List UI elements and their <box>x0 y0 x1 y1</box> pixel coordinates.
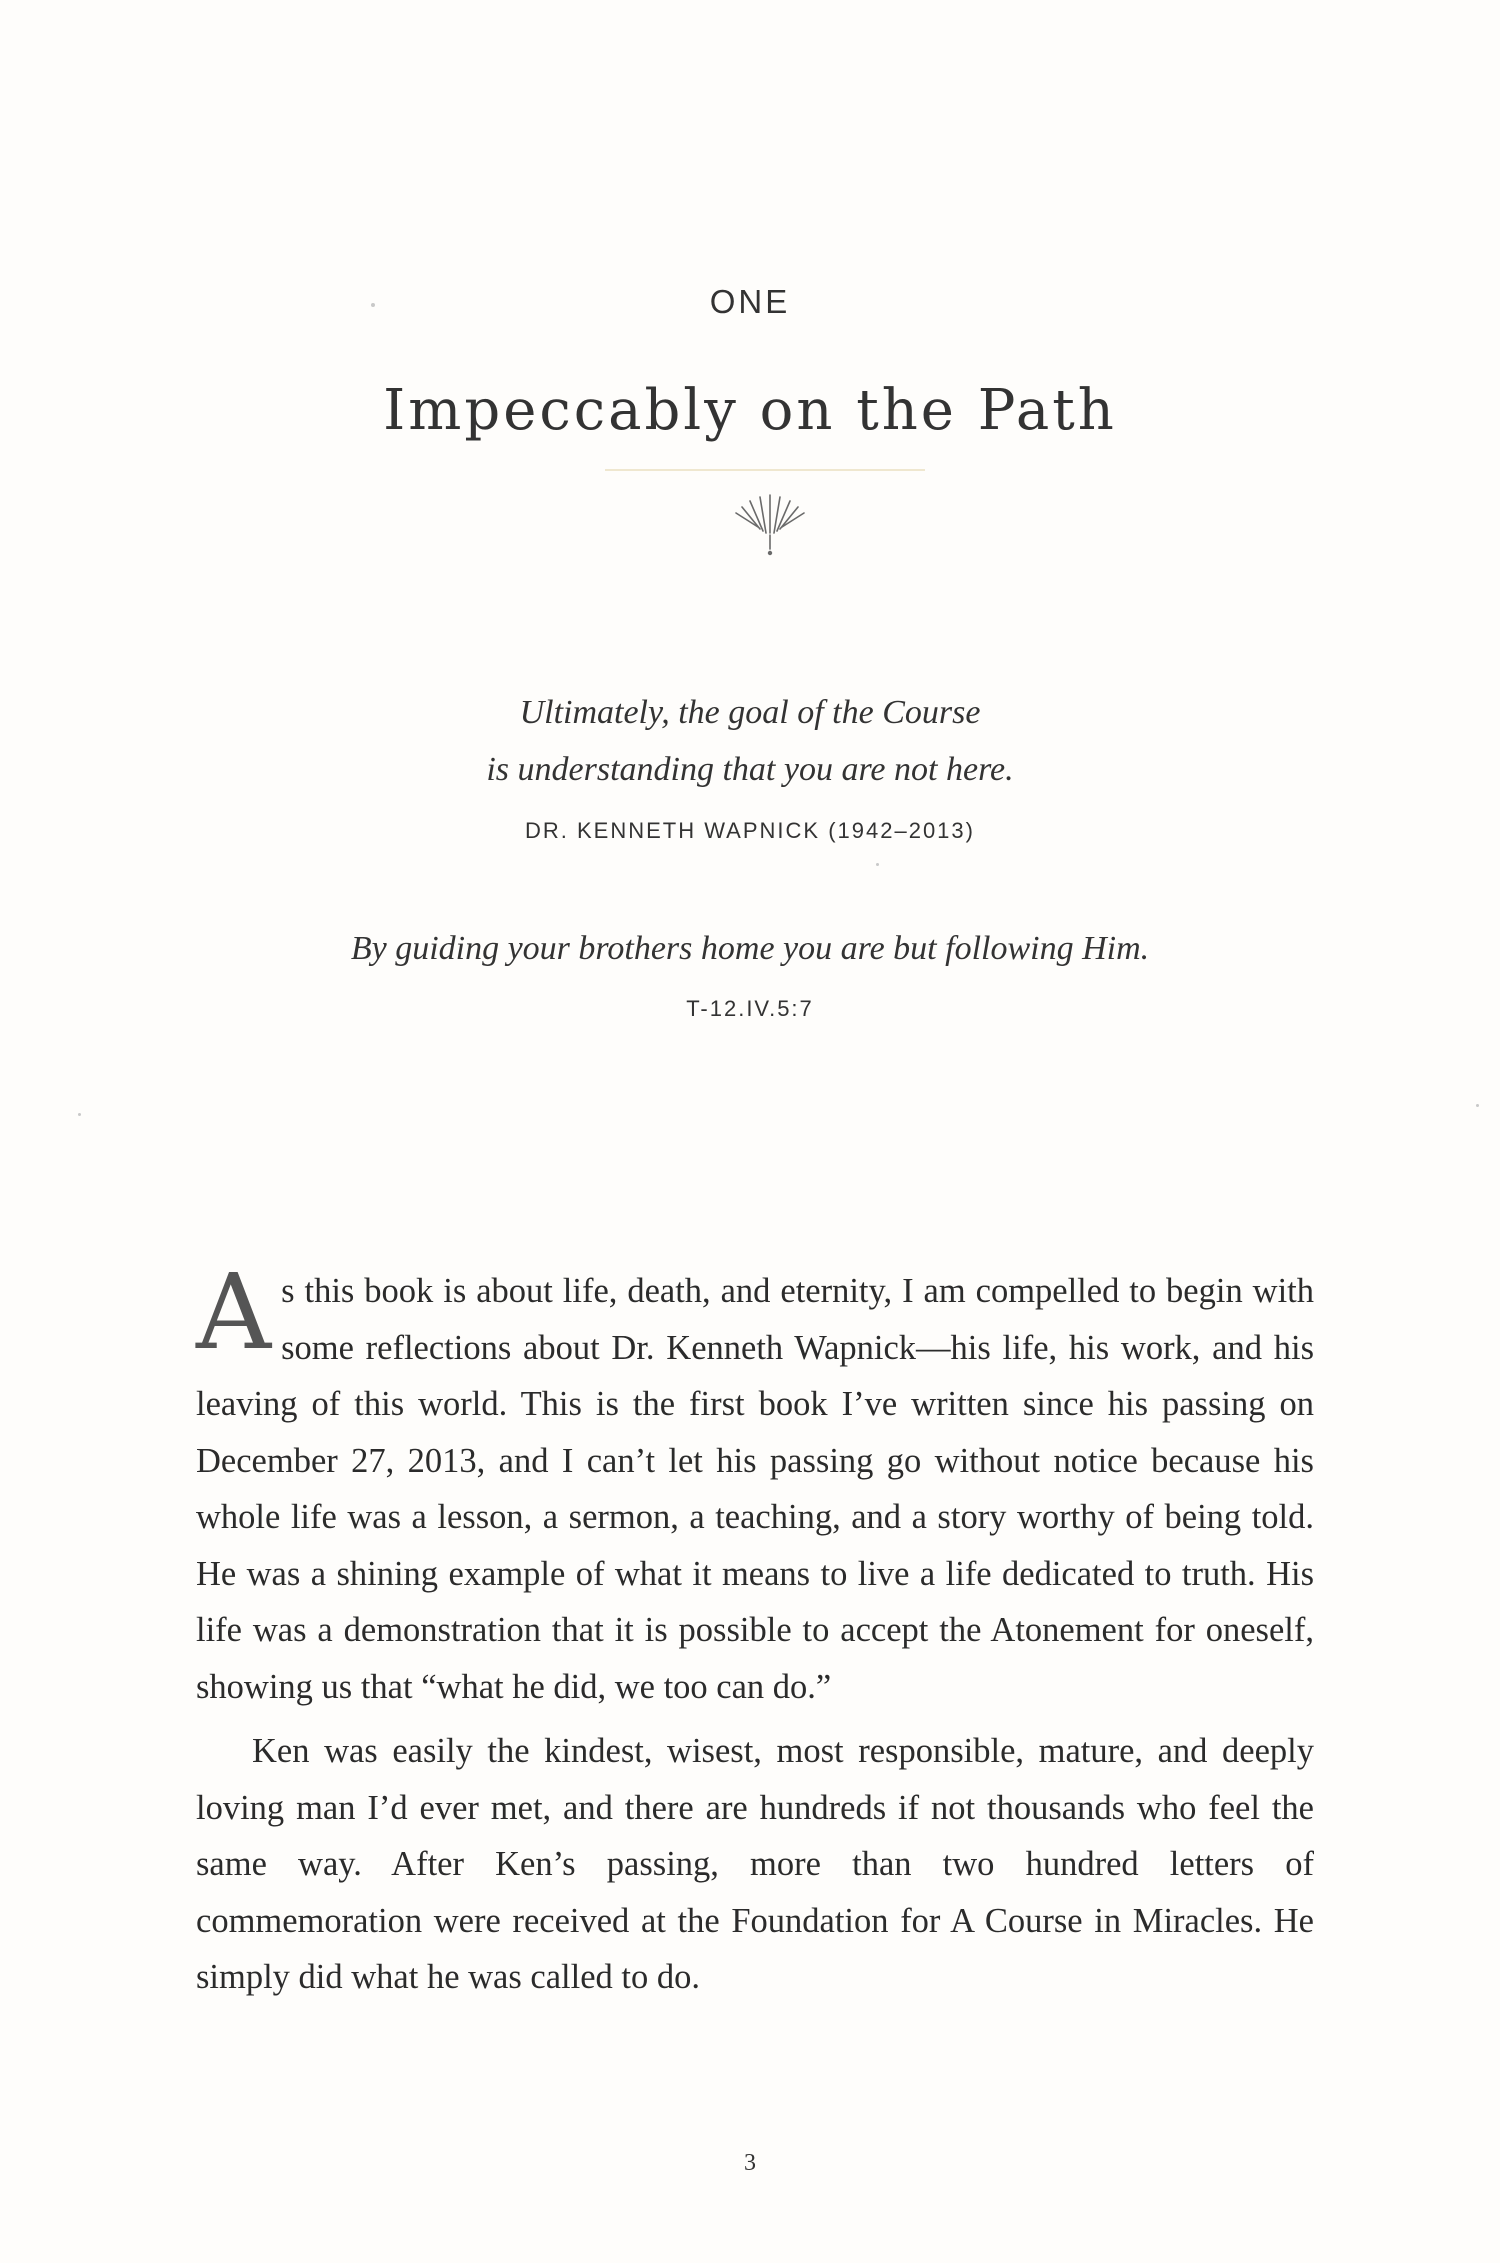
page-number: 3 <box>744 2150 756 2176</box>
scan-speck <box>78 1113 81 1116</box>
sunburst-ornament-icon <box>720 487 820 567</box>
epigraph-1-attribution: DR. KENNETH WAPNICK (1942–2013) <box>525 818 975 843</box>
scan-speck <box>371 303 375 307</box>
epigraph-2-line-1: By guiding your brothers home you are but following Him. <box>350 930 1150 967</box>
title-rule-divider <box>605 469 925 471</box>
paragraph-1 <box>196 1251 1314 1715</box>
epigraph-1-line-2: is understanding that you are not here. <box>486 751 1014 788</box>
chapter-number: ONE <box>709 283 791 320</box>
scan-speck <box>876 863 879 866</box>
scan-speck <box>1476 1104 1479 1107</box>
paragraph-2: Ken was easily the kindest, wisest, most responsible, mature, and deeply loving man I’d ever met, and there are hundreds if not thousands who feel the same way. After Ken’s passing, more than two hundred letters of commemoration were received at the Foundation for A Course in Miracles. He simply did what he was called to do. <box>196 1732 1314 1996</box>
drop-cap-letter: A <box>196 1251 272 1373</box>
epigraph-2-attribution: T-12.IV.5:7 <box>686 996 814 1021</box>
body-text <box>196 1251 1314 2006</box>
paragraph-1-text: s this book is about life, death, and eternity, I am compelled to begin with some reflections about Dr. Kenneth Wapnick—his life, his work, and his leaving of this world. This is the first book I’ve written since his passing on December 27, 2013, and I can’t let his passing go without notice because his whole life was a lesson, a sermon, a teaching, and a story worthy of being told. He was a shining example of what it means to live a life dedicated to truth. His life was a demonstration that it is possible to accept the Atonement for oneself, showing us that “what he did, we too can do.” <box>196 1272 1314 1706</box>
chapter-title: Impeccably on the Path <box>383 378 1117 443</box>
epigraph-1-line-1: Ultimately, the goal of the Course <box>519 694 981 731</box>
